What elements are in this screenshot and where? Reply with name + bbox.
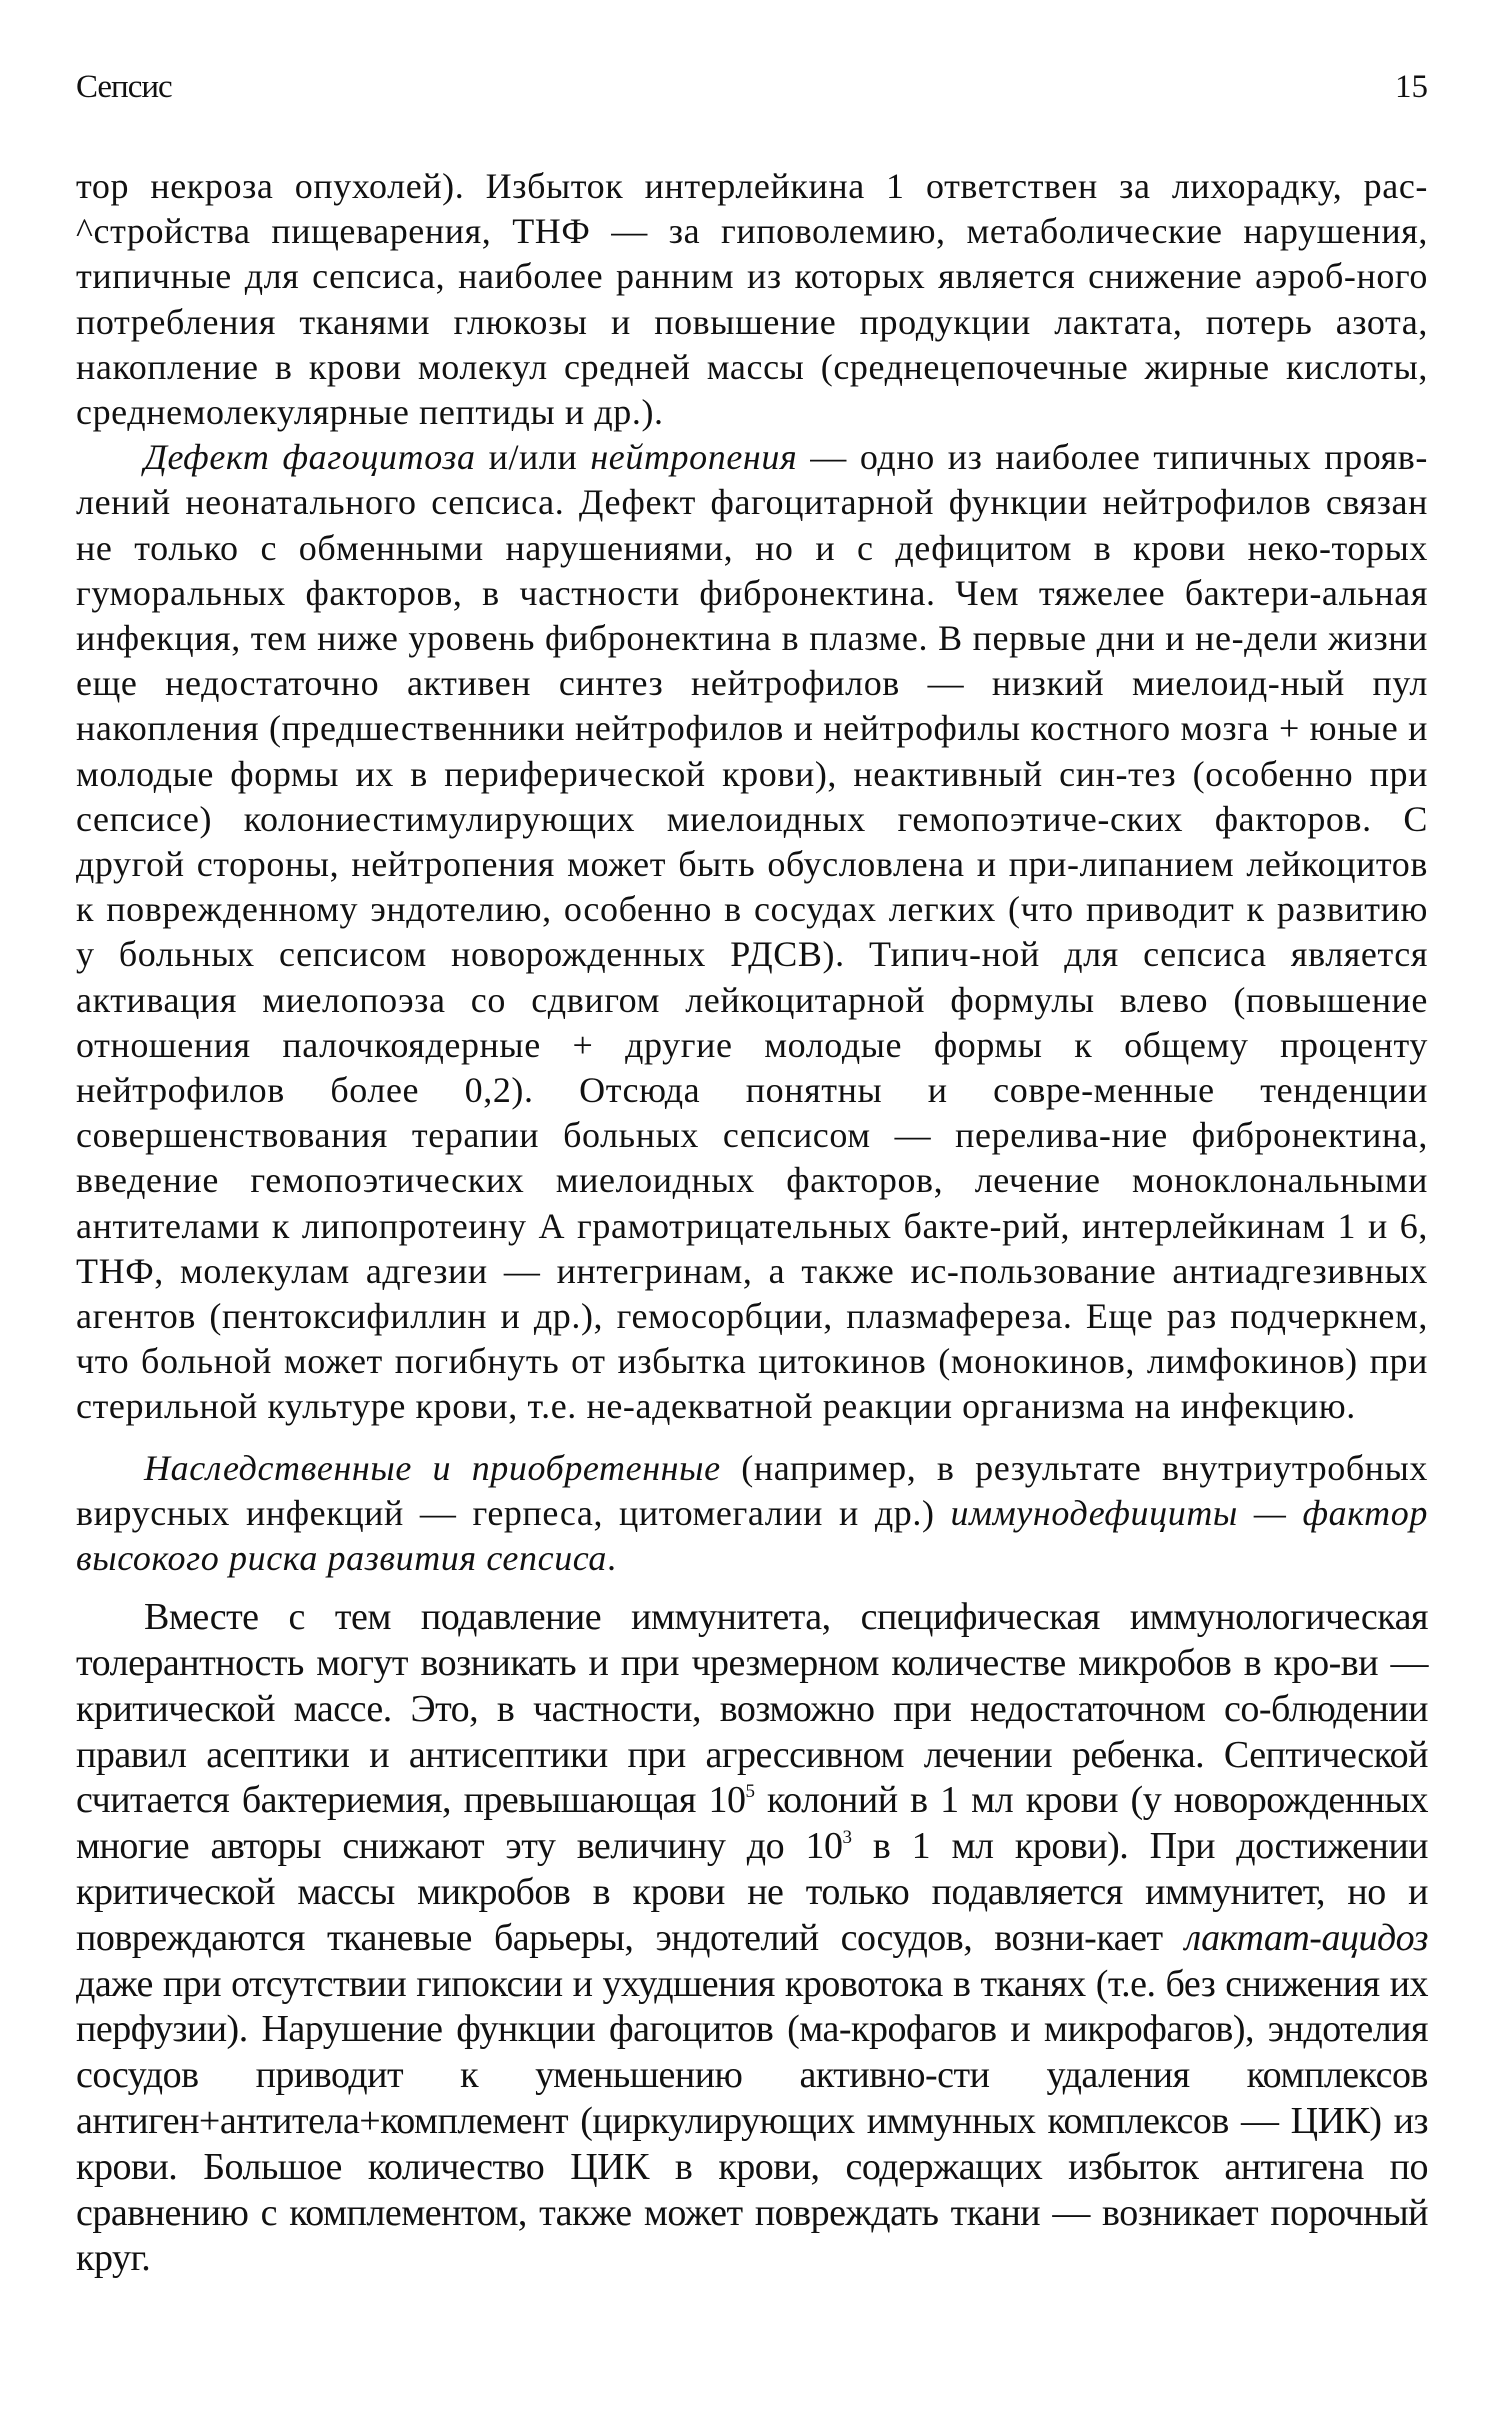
paragraph-text: в 1 мл крови). При достижении критической массы микробов в крови не только подавляется иммунитет, но и повреждаются тканевые барьеры, эндотелий сосудов, возни-кает — [76, 1825, 1428, 1959]
paragraph-text: (например, в результате внутриутробных вирусных инфекций — герпеса, цитомегалии и др.) — [76, 1447, 1428, 1533]
emphasis-sepsis-risk: иммунодефициты — фактор высокого риска развития сепсиса — [76, 1492, 1428, 1579]
paragraph-text: . — [607, 1538, 617, 1579]
emphasis-hereditary-acquired: Наследственные и приобретенные — [144, 1447, 721, 1488]
body-text — [76, 164, 1428, 2282]
page-header — [76, 62, 1428, 112]
paragraph-cytokines-continuation — [76, 164, 1428, 435]
paragraph-critical-mass — [76, 1595, 1428, 2282]
paragraph-text: даже при отсутствии гипоксии и ухудшения кровотока в тканях (т.е. без снижения их перфузии). Нарушение функции фагоцитов (ма-крофагов и микрофагов), эндотелия сосудов приводит к уменьшению активно-сти удаления комплексов антиген+антитела+комплемент (циркулирующих иммунных комплексов — ЦИК) из крови. Большое количество ЦИК в крови, содержащих избыток антигена по сравнению с комплементом, также может повреждать ткани — возникает порочный круг. — [76, 1962, 1428, 2280]
paragraph-phagocytosis-defect — [76, 435, 1428, 1429]
exponent-three: 3 — [842, 1827, 852, 1849]
exponent-five: 5 — [745, 1781, 755, 1803]
paragraph-text: Вместе с тем подавление иммунитета, специфическая иммунологическая толерантность могут возникать и при чрезмерном количестве микробов в кро-ви — критической массе. Это, в частности, возможно при недостаточном со-блюдении правил асептики и антисептики при агрессивном лечении ребенка. Септической считается бактериемия, превышающая 10 — [76, 1596, 1428, 1822]
paragraph-text: и/или — [475, 437, 591, 478]
page-number: 15 — [1395, 69, 1428, 105]
emphasis-neutropenia: нейтропения — [590, 437, 798, 478]
paragraph-immunodeficiency — [76, 1446, 1428, 1582]
paragraph-text: колоний в 1 мл крови (у новорожденных многие авторы снижают эту величину до 10 — [76, 1779, 1428, 1868]
running-head: Сепсис — [76, 69, 172, 105]
emphasis-phagocytosis-defect: Дефект фагоцитоза — [144, 437, 476, 478]
emphasis-lactate-acidosis: лактат-ацидоз — [1184, 1916, 1428, 1959]
text-block-lower — [76, 1595, 1428, 2282]
paragraph-text: — одно из наиболее типичных прояв-лений неонатального сепсиса. Дефект фагоцитарной функции нейтрофилов связан не только с обменными нарушениями, но и с дефицитом в крови неко-торых гуморальных факторов, в частности фибронектина. Чем тяжелее бактери-альная инфекция, тем ниже уровень фибронектина в плазме. В первые дни и не-дели жизни еще недостаточно активен синтез нейтрофилов — низкий миелоид-ный пул накопления (предшественники нейтрофилов и нейтрофилы костного мозга + юные и молодые формы их в периферической крови), неактивный син-тез (особенно при сепсисе) колониестимулирующих миелоидных гемопоэтиче-ских факторов. С другой стороны, нейтропения может быть обусловлена и при-липанием лейкоцитов к поврежденному эндотелию, особенно в сосудах легких (что приводит к развитию у больных сепсисом новорожденных РДСВ). Типич-ной для сепсиса является активация миелопоэза со сдвигом лейкоцитарной формулы влево (повышение отношения палочкоядерные + другие молодые формы к общему проценту нейтрофилов более 0,2). Отсюда понятны и совре-менные тенденции совершенствования терапии больных сепсисом — перелива-ние фибронектина, введение гемопоэтических миелоидных факторов, лечение моноклональными антителами к липопротеину А грамотрицательных бакте-рий, интерлейкинам 1 и 6, ТНФ, молекулам адгезии — интегринам, а также ис-пользование антиадгезивных агентов (пентоксифиллин и др.), гемосорбции, плазмафереза. Еще раз подчеркнем, что больной может погибнуть от избытка цитокинов (монокинов, лимфокинов) при стерильной культуре крови, т.е. не-адекватной реакции организма на инфекцию. — [76, 437, 1428, 1427]
paragraph-text: тор некроза опухолей). Избыток интерлейкина 1 ответствен за лихорадку, рас-^стройства пищеварения, ТНФ — за гиповолемию, метаболические нарушения, типичные для сепсиса, наиболее ранним из которых является снижение аэроб-ного потребления тканями глюкозы и повышение продукции лактата, потерь азота, накопление в крови молекул средней массы (среднецепочечные жирные кислоты, среднемолекулярные пептиды и др.). — [76, 166, 1428, 433]
text-block-upper — [76, 164, 1428, 1581]
